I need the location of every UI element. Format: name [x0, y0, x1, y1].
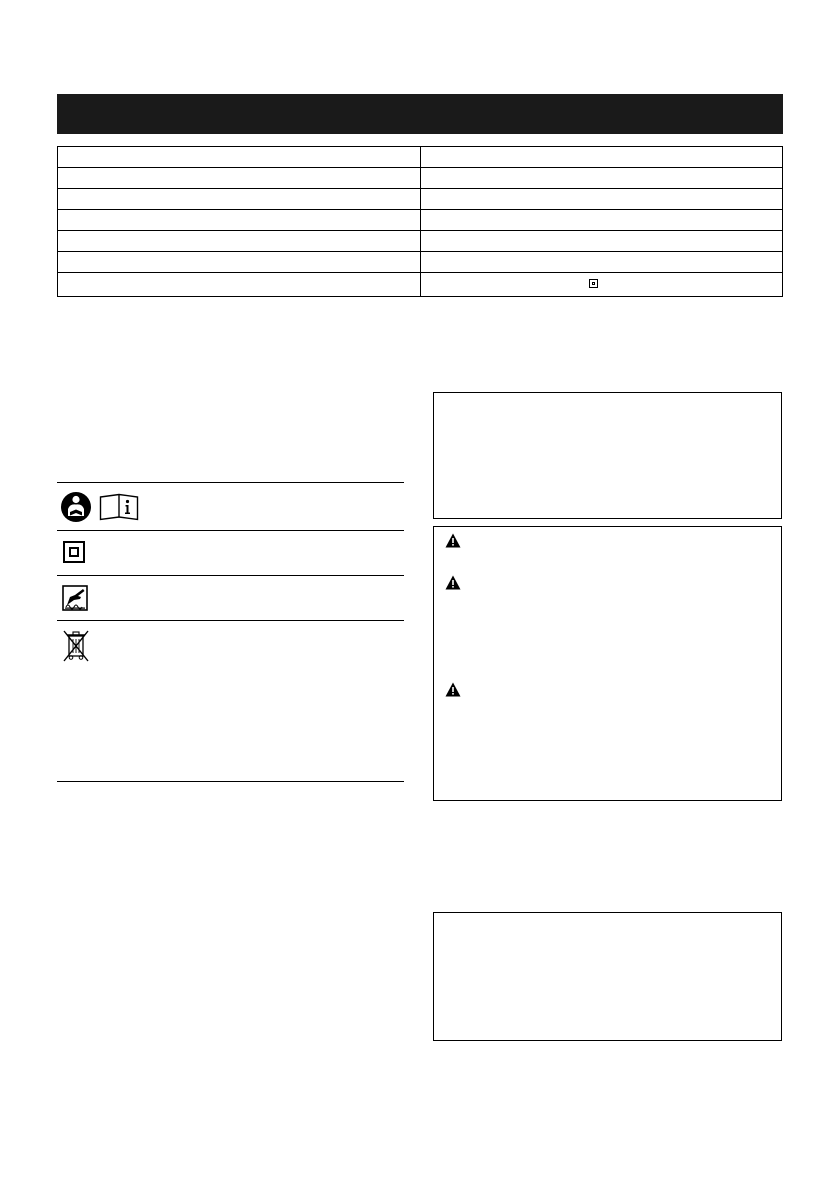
notice-box	[433, 392, 782, 519]
instruction-book-icon	[99, 493, 139, 521]
symbol-row-double-insulation	[57, 531, 404, 576]
table-row	[58, 252, 783, 273]
spec-value	[421, 189, 783, 210]
spec-label	[58, 189, 421, 210]
spec-value	[421, 210, 783, 231]
table-row	[58, 168, 783, 189]
warning-triangle-icon	[445, 575, 461, 590]
symbol-row-hot-surface	[57, 576, 404, 621]
header-bar	[57, 94, 783, 134]
table-row	[58, 231, 783, 252]
spec-label	[58, 147, 421, 168]
spec-value	[421, 147, 783, 168]
spec-label	[58, 252, 421, 273]
symbols-list	[57, 482, 404, 782]
spec-value-cell	[421, 273, 783, 297]
symbol-row-read-manual	[57, 483, 404, 531]
spec-label	[58, 231, 421, 252]
symbol-row-weee	[57, 621, 404, 782]
double-insulation-icon	[589, 279, 598, 288]
spec-value	[421, 252, 783, 273]
table-row	[58, 210, 783, 231]
notice-box	[433, 912, 782, 1041]
crossed-out-bin-icon	[63, 629, 89, 663]
hot-surface-icon	[62, 585, 88, 611]
spec-value	[421, 231, 783, 252]
table-row	[58, 273, 783, 297]
warning-triangle-icon	[445, 682, 461, 697]
spec-label	[58, 210, 421, 231]
spec-value	[421, 168, 783, 189]
read-manual-icon	[61, 492, 91, 522]
spec-label	[58, 168, 421, 189]
spec-label	[58, 273, 421, 297]
specifications-table	[57, 146, 783, 297]
table-row	[58, 147, 783, 168]
double-insulation-icon	[63, 541, 85, 563]
warning-box	[433, 526, 782, 801]
table-row	[58, 189, 783, 210]
warning-triangle-icon	[445, 533, 461, 548]
